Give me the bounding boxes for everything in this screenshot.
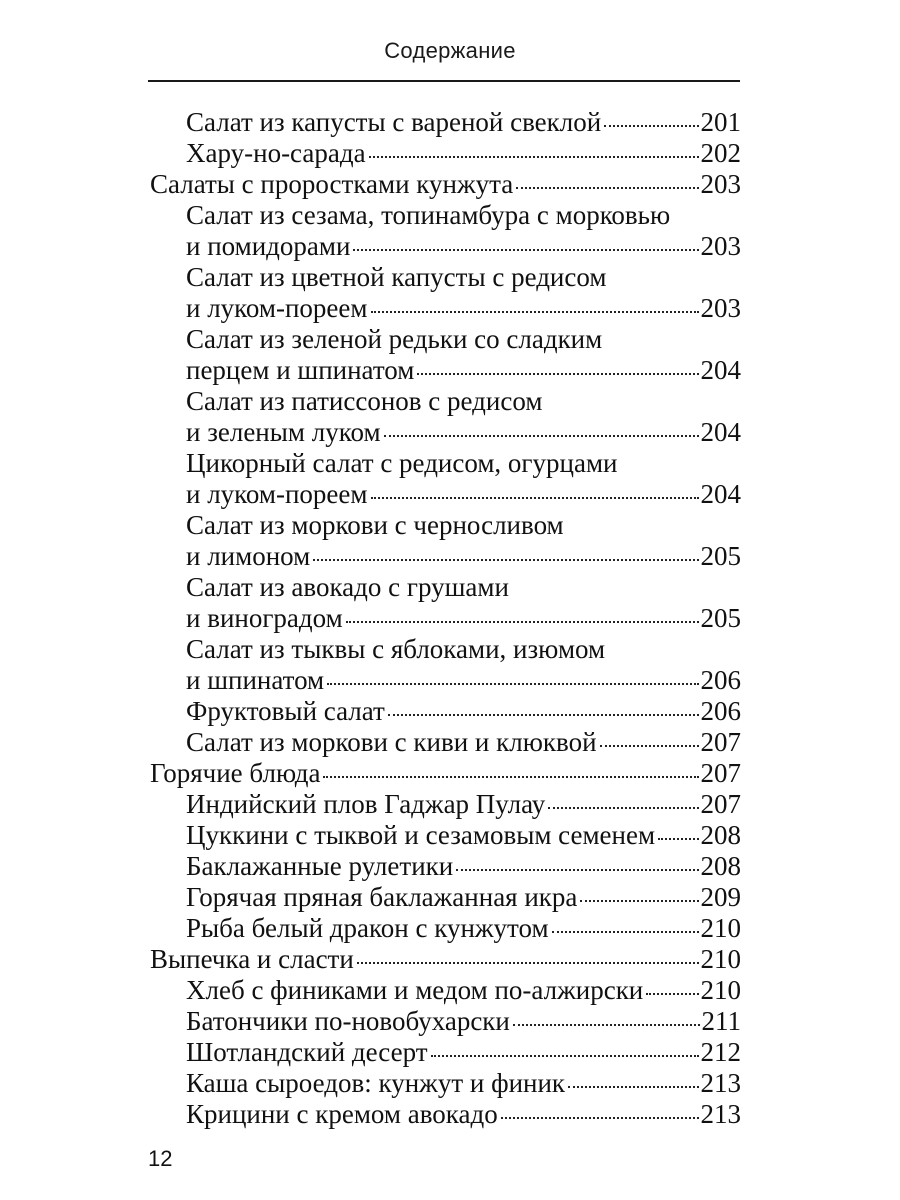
toc-leader <box>552 931 699 933</box>
toc-entry-first-line <box>186 324 741 355</box>
toc-entry-title: Салат из патиссонов с редисом <box>186 386 543 416</box>
toc-entry-title: и зеленым луком <box>186 417 381 447</box>
toc-entry <box>186 231 741 262</box>
toc-leader <box>371 311 699 313</box>
toc-leader <box>516 187 698 189</box>
toc-entry-title: и лимоном <box>186 541 311 571</box>
toc-section-entry <box>150 944 741 975</box>
toc-entry <box>186 1006 741 1037</box>
toc-entry <box>186 355 741 386</box>
toc-entry-title: Каша сыроедов: кунжут и финик <box>186 1068 566 1098</box>
toc-leader <box>327 683 698 685</box>
toc-leader <box>369 156 699 158</box>
toc-entry <box>186 789 741 820</box>
toc-entry-first-line <box>186 448 741 479</box>
toc-page-number: 204 <box>700 417 741 447</box>
toc-entry <box>186 975 741 1006</box>
toc-entry-title: Салат из авокадо с грушами <box>186 572 509 602</box>
toc-leader <box>323 776 698 778</box>
toc-entry-title: и виноградом <box>186 603 343 633</box>
toc-leader <box>646 993 698 995</box>
toc-page-number: 212 <box>700 1037 741 1067</box>
toc-leader <box>371 497 699 499</box>
toc-entry <box>186 417 741 448</box>
toc-page-number: 206 <box>700 696 741 726</box>
toc-entry <box>186 913 741 944</box>
toc-page-number: 210 <box>700 975 741 1005</box>
toc-entry <box>186 1068 741 1099</box>
toc-entry-title: Салаты с проростками кунжута <box>150 169 514 199</box>
toc-page-number: 207 <box>700 789 741 819</box>
toc-entry-title: Салат из капусты с вареной свеклой <box>186 107 602 137</box>
header-rule <box>148 80 740 82</box>
toc-leader <box>600 745 699 747</box>
toc-page-number: 204 <box>700 355 741 385</box>
toc-entry-title: Салат из цветной капусты с редисом <box>186 262 607 292</box>
toc-entry-title: Цикорный салат с редисом, огурцами <box>186 448 618 478</box>
toc-page-number: 204 <box>700 479 741 509</box>
toc-leader <box>658 838 698 840</box>
toc-leader <box>604 125 698 127</box>
toc-leader <box>346 621 699 623</box>
toc-entry <box>186 541 741 572</box>
toc-page-number: 205 <box>700 603 741 633</box>
toc-entry-title: Крицини с кремом авокадо <box>186 1099 498 1129</box>
toc-entry-first-line <box>186 386 741 417</box>
toc-page-number: 203 <box>700 169 741 199</box>
toc-page-number: 202 <box>700 138 741 168</box>
toc-leader <box>501 1117 699 1119</box>
toc-entry-title: Батончики по-новобухарски <box>186 1006 510 1036</box>
toc-entry-title: и помидорами <box>186 231 351 261</box>
toc-entry-title: и луком-пореем <box>186 479 368 509</box>
toc-entry-title: Фруктовый салат <box>186 696 385 726</box>
toc-page-number: 207 <box>700 758 741 788</box>
toc-entry-title: Хару-но-сарада <box>186 138 366 168</box>
toc-entry-title: Салат из моркови с киви и клюквой <box>186 727 597 757</box>
toc-entry-title: Салат из сезама, топинамбура с морковью <box>186 200 671 230</box>
toc-section-entry <box>150 758 741 789</box>
toc-page-number: 211 <box>701 1006 741 1036</box>
toc-page-number: 205 <box>700 541 741 571</box>
toc-leader <box>580 900 698 902</box>
toc-entry-title: Горячая пряная баклажанная икра <box>186 882 578 912</box>
toc-entry-title: Баклажанные рулетики <box>186 851 454 881</box>
toc-entry <box>186 665 741 696</box>
toc-page-number: 209 <box>700 882 741 912</box>
toc-page-number: 213 <box>700 1068 741 1098</box>
toc-page-number: 203 <box>700 231 741 261</box>
toc-entry-title: перцем и шпинатом <box>186 355 415 385</box>
toc-entry-title: Выпечка и сласти <box>150 944 354 974</box>
toc-leader <box>313 559 698 561</box>
toc-entry-first-line <box>186 634 741 665</box>
toc-entry <box>186 138 741 169</box>
toc-page-number: 208 <box>700 851 741 881</box>
toc-leader <box>548 807 698 809</box>
toc-leader <box>353 249 698 251</box>
toc-page-number: 203 <box>700 293 741 323</box>
toc-entry <box>186 1099 741 1130</box>
toc-leader <box>456 869 698 871</box>
toc-entry <box>186 479 741 510</box>
toc-entry-title: и луком-пореем <box>186 293 368 323</box>
toc-page-number: 207 <box>700 727 741 757</box>
toc-entry <box>186 727 741 758</box>
toc-section-entry <box>150 169 741 200</box>
toc-leader <box>513 1024 700 1026</box>
toc-entry <box>186 851 741 882</box>
toc-leader <box>357 962 699 964</box>
page-number: 12 <box>148 1146 173 1171</box>
toc-entry-title: Цуккини с тыквой и сезамовым семенем <box>186 820 656 850</box>
toc-entry <box>186 107 741 138</box>
toc-entry <box>186 696 741 727</box>
toc-entry <box>186 882 741 913</box>
toc-leader <box>431 1055 699 1057</box>
running-header: Содержание <box>384 38 516 63</box>
toc-page-number: 206 <box>700 665 741 695</box>
toc-entry-title: Салат из зеленой редьки со сладким <box>186 324 603 354</box>
toc-entry <box>186 1037 741 1068</box>
toc-page-number: 213 <box>700 1099 741 1129</box>
toc-entry-title: Салат из моркови с черносливом <box>186 510 564 540</box>
toc-entry <box>186 293 741 324</box>
toc-entry-title: и шпинатом <box>186 665 325 695</box>
toc-entry <box>186 603 741 634</box>
toc-entry-first-line <box>186 200 741 231</box>
toc-entry-title: Шотландский десерт <box>186 1037 428 1067</box>
toc-entry-first-line <box>186 262 741 293</box>
toc-entry <box>186 820 741 851</box>
toc-entry-first-line <box>186 572 741 603</box>
toc-entry-title: Горячие блюда <box>150 758 321 788</box>
toc-leader <box>388 714 699 716</box>
toc-leader <box>568 1086 698 1088</box>
toc-entry-title: Салат из тыквы с яблоками, изюмом <box>186 634 606 664</box>
toc-entry-title: Хлеб с финиками и медом по-алжирски <box>186 975 644 1005</box>
toc-entry-first-line <box>186 510 741 541</box>
toc-page-number: 201 <box>700 107 741 137</box>
toc-page-number: 208 <box>700 820 741 850</box>
toc-entry-title: Рыба белый дракон с кунжутом <box>186 913 549 943</box>
toc-leader <box>417 373 698 375</box>
toc-page-number: 210 <box>700 913 741 943</box>
toc-entry-title: Индийский плов Гаджар Пулау <box>186 789 546 819</box>
toc-leader <box>384 435 699 437</box>
toc-page-number: 210 <box>700 944 741 974</box>
